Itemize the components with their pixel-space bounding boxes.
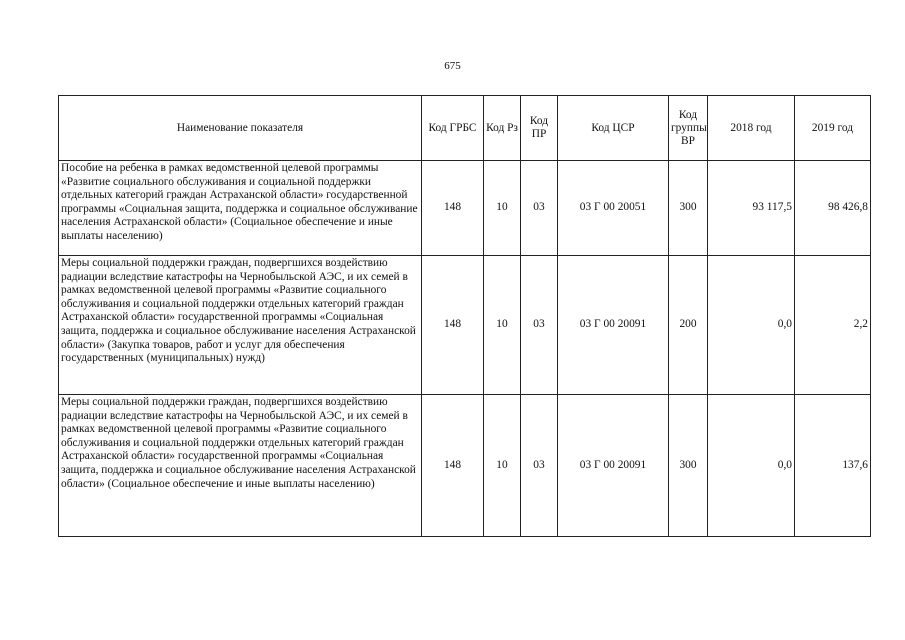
header-grbs: Код ГРБС (422, 96, 484, 161)
row-csr: 03 Г 00 20051 (558, 161, 669, 256)
row-pr: 03 (521, 256, 558, 395)
row-grbs: 148 (422, 161, 484, 256)
row-name: Пособие на ребенка в рамках ведомственной целевой программы «Развитие социального обслуживания и социальной поддержки отдельных категорий граждан Астраханской области» государственной программы «Социальная защита, поддержка и социальное обслуживание населения Астраханской области» (Социальное обеспечение и иные выплаты населению) (59, 161, 422, 256)
row-rz: 10 (484, 395, 521, 537)
row-grbs: 148 (422, 395, 484, 537)
row-vr: 300 (669, 161, 708, 256)
table-row (59, 161, 871, 256)
row-rz: 10 (484, 161, 521, 256)
row-grbs: 148 (422, 256, 484, 395)
row-pr: 03 (521, 161, 558, 256)
budget-table (58, 95, 871, 537)
header-vr: Код группы ВР (669, 96, 708, 161)
header-2018: 2018 год (708, 96, 795, 161)
row-name: Меры социальной поддержки граждан, подвергшихся воздействию радиации вследствие катастрофы на Чернобыльской АЭС, и их семей в рамках ведомственной целевой программы «Развитие социального обслуживания и социальной поддержки отдельных категорий граждан Астраханской области» государственной программы «Социальная защита, поддержка и социальное обслуживание населения Астраханской области» (Закупка товаров, работ и услуг для обеспечения государственных (муниципальных) нужд) (59, 256, 422, 395)
row-2018: 0,0 (708, 395, 795, 537)
row-vr: 200 (669, 256, 708, 395)
row-2019: 137,6 (795, 395, 871, 537)
table-row (59, 256, 871, 395)
header-name: Наименование показателя (59, 96, 422, 161)
row-name: Меры социальной поддержки граждан, подвергшихся воздействию радиации вследствие катастрофы на Чернобыльской АЭС, и их семей в рамках ведомственной целевой программы «Развитие социального обслуживания и социальной поддержки отдельных категорий граждан Астраханской области» государственной программы «Социальная защита, поддержка и социальное обслуживание населения Астраханской области» (Социальное обеспечение и иные выплаты населению) (59, 395, 422, 537)
header-row (59, 96, 871, 161)
row-2019: 98 426,8 (795, 161, 871, 256)
row-2018: 0,0 (708, 256, 795, 395)
header-2019: 2019 год (795, 96, 871, 161)
header-pr: Код ПР (521, 96, 558, 161)
row-csr: 03 Г 00 20091 (558, 395, 669, 537)
table-row (59, 395, 871, 537)
header-rz: Код Рз (484, 96, 521, 161)
row-2018: 93 117,5 (708, 161, 795, 256)
row-pr: 03 (521, 395, 558, 537)
header-csr: Код ЦСР (558, 96, 669, 161)
row-2019: 2,2 (795, 256, 871, 395)
page-number: 675 (444, 60, 461, 72)
row-csr: 03 Г 00 20091 (558, 256, 669, 395)
row-rz: 10 (484, 256, 521, 395)
row-vr: 300 (669, 395, 708, 537)
